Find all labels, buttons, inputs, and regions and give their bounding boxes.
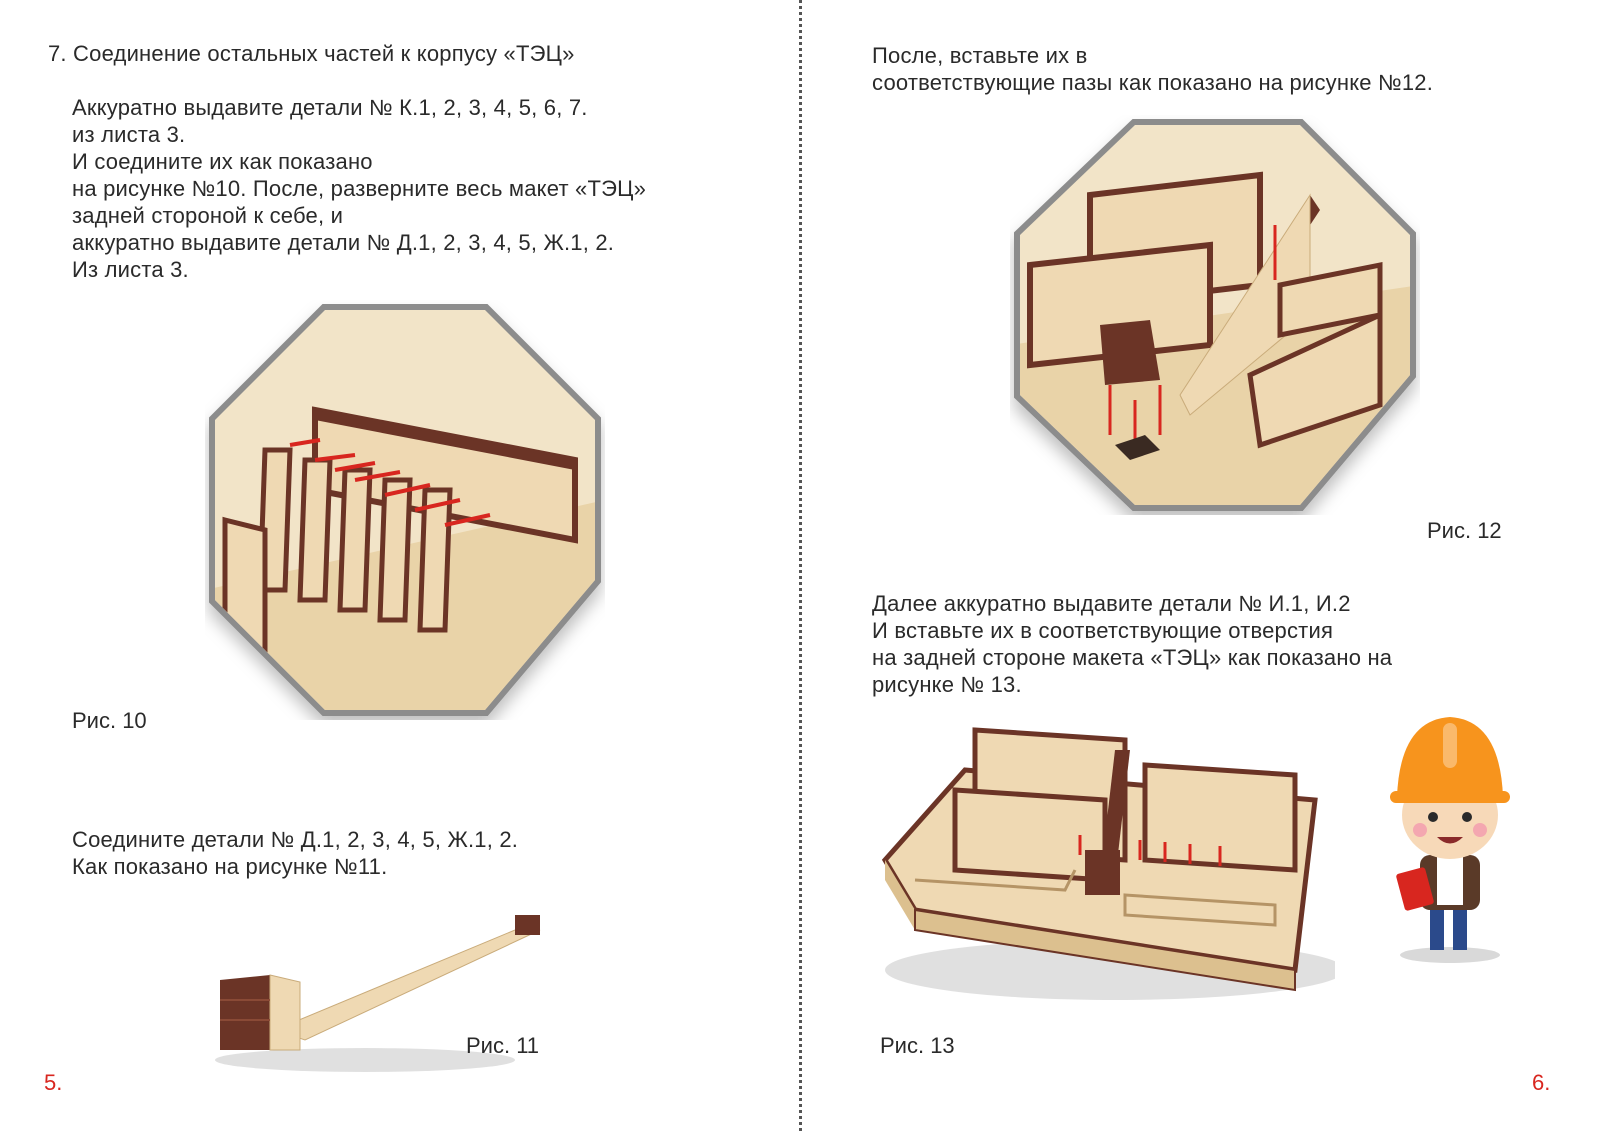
instruction-paragraph-3: После, вставьте их в соответствующие пазы как показано на рисунке №12. bbox=[872, 43, 1434, 95]
figure-12-caption: Рис. 12 bbox=[1427, 518, 1502, 543]
figure-12-illustration bbox=[1010, 115, 1420, 515]
engineer-mascot-illustration bbox=[1375, 705, 1535, 965]
figure-11-caption: Рис. 11 bbox=[466, 1033, 540, 1058]
instruction-paragraph-1: Аккуратно выдавите детали № К.1, 2, 3, 4, 5, 6, 7. из листа 3. И соедините их как показано на рисунке №10. После, разверните весь макет «ТЭЦ» задней стороной к себе, и аккуратно выдавите детали № Д.1, 2, 3, 4, 5, Ж.1, 2. Из листа 3. bbox=[72, 95, 647, 282]
figure-10-illustration bbox=[205, 300, 605, 720]
page-number-right: 6. bbox=[1532, 1070, 1551, 1095]
figure-10-caption: Рис. 10 bbox=[72, 708, 147, 733]
instruction-paragraph-2: Соедините детали № Д.1, 2, 3, 4, 5, Ж.1, 2. Как показано на рисунке №11. bbox=[72, 827, 519, 879]
step-title: 7. Соединение остальных частей к корпусу «ТЭЦ» bbox=[48, 41, 575, 66]
page-divider bbox=[799, 0, 802, 1131]
instruction-paragraph-4: Далее аккуратно выдавите детали № И.1, И.2 И вставьте их в соответствующие отверстия на задней стороне макета «ТЭЦ» как показано на рисунке № 13. bbox=[872, 591, 1393, 697]
page-number-left: 5. bbox=[44, 1070, 63, 1095]
figure-13-caption: Рис. 13 bbox=[880, 1033, 955, 1058]
figure-13-illustration bbox=[875, 720, 1335, 1010]
